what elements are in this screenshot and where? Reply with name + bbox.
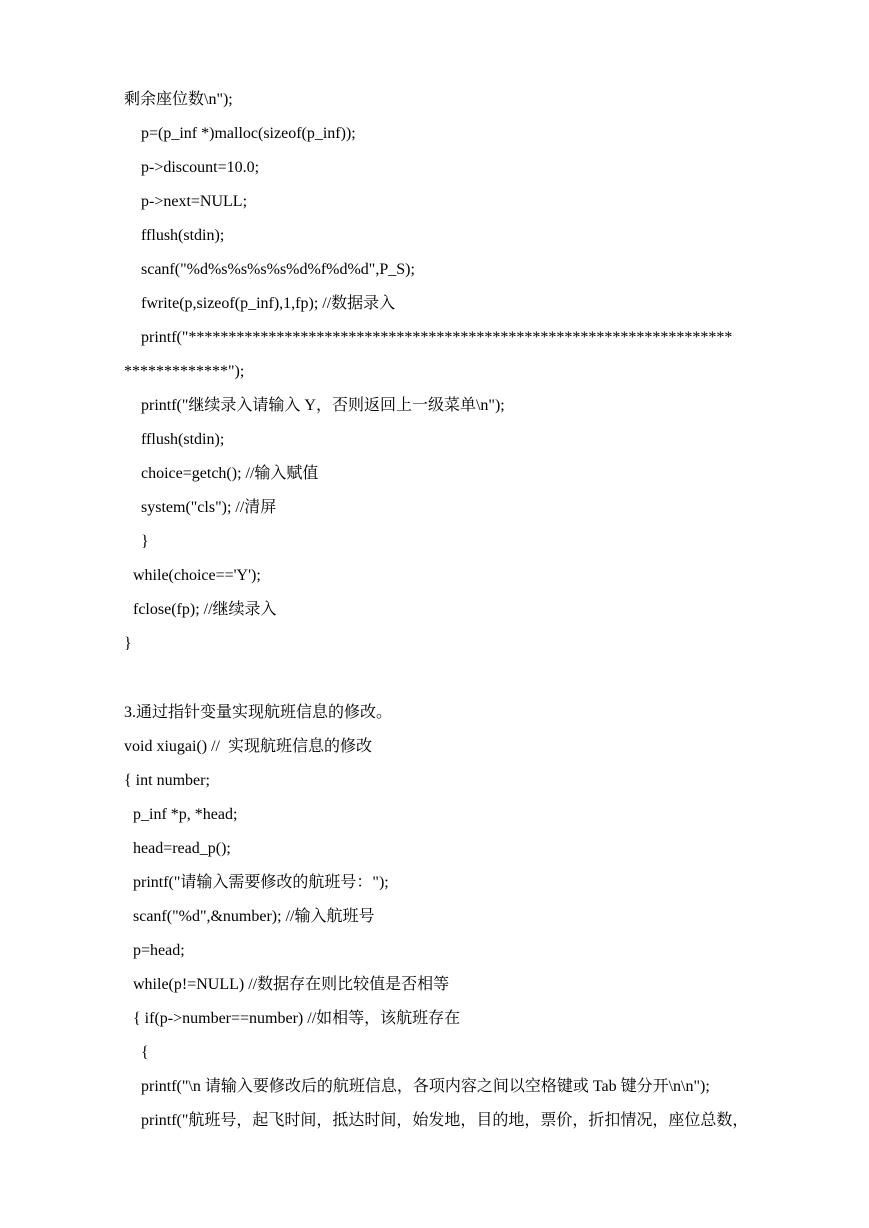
code-line: { [141, 1044, 149, 1061]
code-line: scanf("%d%s%s%s%s%d%f%d%d",P_S); [141, 261, 415, 278]
code-line: printf("******************************************************************** [141, 329, 733, 346]
code-line: fclose(fp); //继续录入 [133, 601, 277, 618]
code-line: { if(p->number==number) //如相等，该航班存在 [133, 1010, 461, 1027]
code-line: printf("\n 请输入要修改后的航班信息，各项内容之间以空格键或 Tab 键分开\n\n"); [141, 1078, 710, 1095]
code-line: printf("请输入需要修改的航班号："); [133, 874, 389, 891]
code-line: p_inf *p, *head; [133, 806, 238, 823]
section-heading: 3.通过指针变量实现航班信息的修改。 [124, 704, 393, 721]
code-line: fflush(stdin); [141, 227, 225, 244]
code-line: { int number; [124, 772, 210, 789]
code-line: } [141, 533, 149, 550]
code-line: scanf("%d",&number); //输入航班号 [133, 908, 375, 925]
code-line: while(choice=='Y'); [133, 567, 261, 584]
code-line: fwrite(p,sizeof(p_inf),1,fp); //数据录入 [141, 295, 396, 312]
code-line: choice=getch(); //输入赋值 [141, 465, 319, 482]
code-line: 剩余座位数\n"); [124, 91, 233, 108]
code-line: fflush(stdin); [141, 431, 225, 448]
code-line: system("cls"); //清屏 [141, 499, 277, 516]
code-line: while(p!=NULL) //数据存在则比较值是否相等 [133, 976, 450, 993]
code-line: printf("继续录入请输入 Y，否则返回上一级菜单\n"); [141, 397, 505, 414]
code-line: } [124, 635, 132, 652]
code-line: *************"); [124, 363, 245, 380]
code-line: void xiugai() // 实现航班信息的修改 [124, 738, 372, 755]
code-line: head=read_p(); [133, 840, 231, 857]
code-line: p->discount=10.0; [141, 159, 260, 176]
code-line: p=(p_inf *)malloc(sizeof(p_inf)); [141, 125, 356, 142]
code-line: printf("航班号，起飞时间，抵达时间，始发地，目的地，票价，折扣情况，座位总数， [141, 1112, 749, 1129]
code-line: p->next=NULL; [141, 193, 248, 210]
code-line: p=head; [133, 942, 185, 959]
